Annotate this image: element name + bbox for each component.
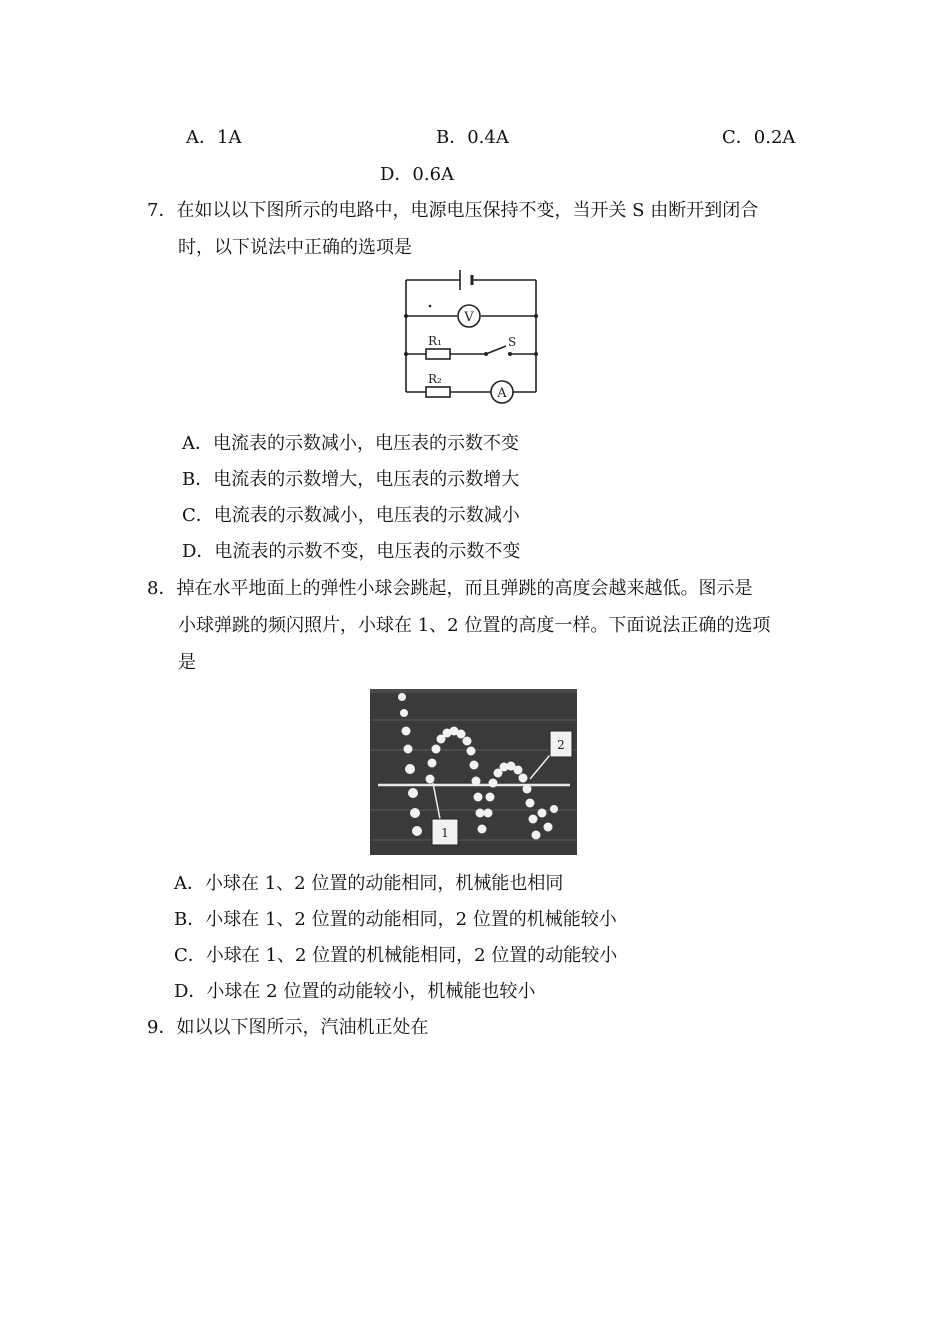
q7-stem-line2: 时，以下说法中正确的选项是 (178, 237, 412, 258)
q7-circuit-diagram (398, 268, 544, 406)
position-2-label: 2 (557, 738, 565, 752)
position-1-label: 1 (441, 826, 449, 840)
q7-option-b: B．电流表的示数增大，电压表的示数增大 (182, 469, 520, 490)
q6-option-d: D．0.6A (380, 164, 455, 185)
q7-option-c: C．电流表的示数减小，电压表的示数减小 (182, 505, 520, 526)
r2-label: R₂ (428, 372, 442, 386)
q8-option-b: B．小球在 1、2 位置的动能相同，2 位置的机械能较小 (174, 909, 617, 930)
q8-option-a: A．小球在 1、2 位置的动能相同，机械能也相同 (174, 873, 564, 894)
voltmeter-label: V (464, 310, 474, 325)
r1-label: R₁ (428, 334, 442, 348)
q7-stem-line1: 7．在如以以下图所示的电路中，电源电压保持不变，当开关 S 由断开到闭合 (147, 200, 759, 221)
q7-option-d: D．电流表的示数不变，电压表的示数不变 (182, 541, 521, 562)
ammeter-label: A (497, 386, 507, 401)
q7-option-a: A．电流表的示数减小，电压表的示数不变 (182, 433, 519, 454)
bouncing-ball-photo (370, 689, 577, 855)
q8-stem-line3: 是 (178, 652, 196, 673)
q6-option-c: C．0.2A (722, 127, 796, 148)
q6-option-b: B．0.4A (436, 127, 509, 148)
q6-option-a: A．1A (186, 127, 242, 148)
q8-option-c: C．小球在 1、2 位置的机械能相同，2 位置的动能较小 (174, 945, 618, 966)
switch-label: S (508, 335, 517, 349)
q8-option-d: D．小球在 2 位置的动能较小，机械能也较小 (174, 981, 536, 1002)
q9-stem-line1: 9．如以以下图所示，汽油机正处在 (147, 1017, 429, 1038)
q8-stem-line1: 8．掉在水平地面上的弹性小球会跳起，而且弹跳的高度会越来越低。图示是 (147, 578, 753, 599)
q8-stem-line2: 小球弹跳的频闪照片，小球在 1、2 位置的高度一样。下面说法正确的选项 (178, 615, 771, 636)
